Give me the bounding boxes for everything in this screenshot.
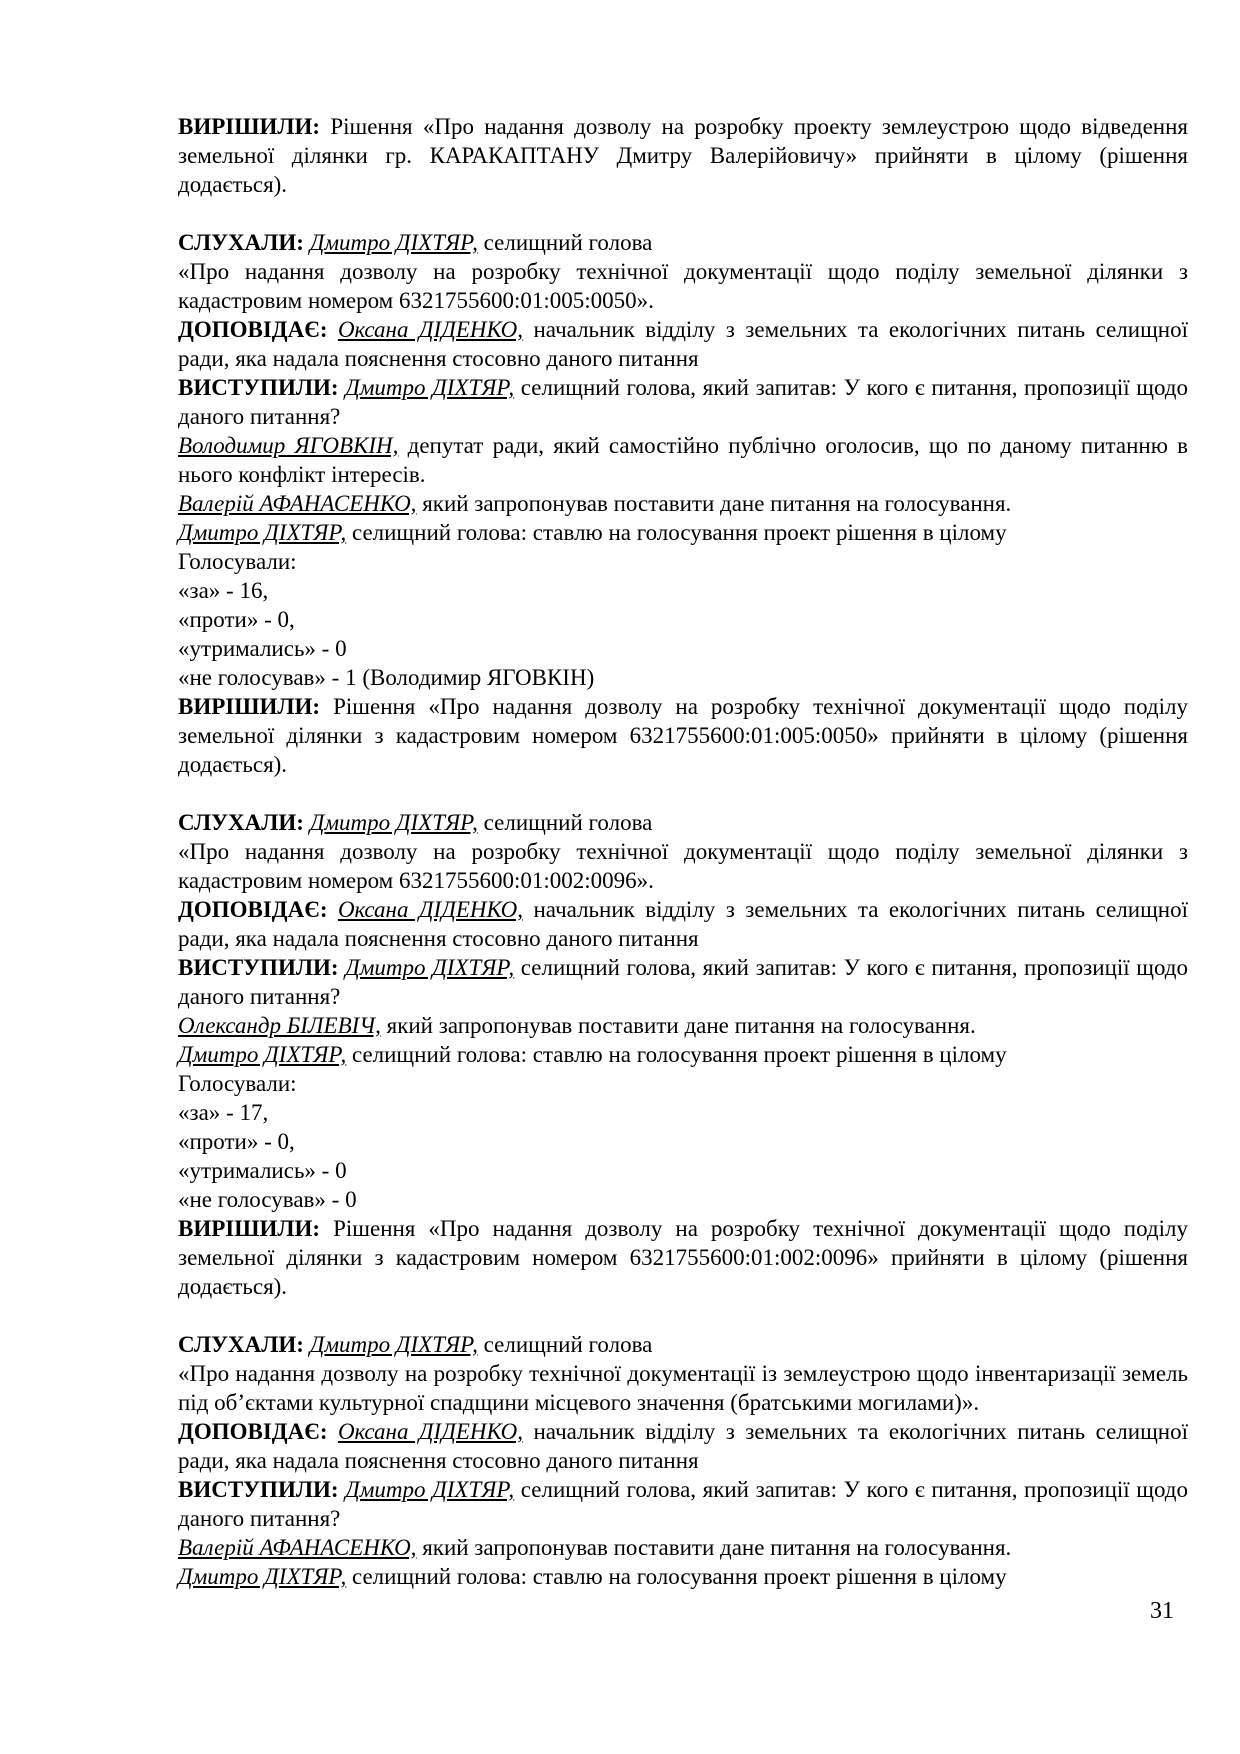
- paragraph: [178, 1011, 1188, 1040]
- speaker-name: Дмитро ДІХТЯР,: [309, 1332, 478, 1357]
- paragraph-text: який запропонував поставити дане питання на голосування.: [416, 1535, 1012, 1560]
- paragraph-text: «Про надання дозволу на розробку технічної документації щодо поділу земельної ділянки з кадастровим номером 6321755600:01:005:0050».: [178, 259, 1188, 313]
- paragraph: [178, 1127, 1188, 1156]
- paragraph-text: Голосували:: [178, 1071, 297, 1096]
- paragraph: [178, 605, 1188, 634]
- paragraph-text: «проти» - 0,: [178, 607, 295, 632]
- paragraph-text: Голосували:: [178, 549, 297, 574]
- section-label: ДОПОВІДАЄ:: [178, 317, 338, 342]
- speaker-name: Дмитро ДІХТЯР,: [345, 955, 515, 980]
- document-body: [178, 112, 1188, 1591]
- paragraph-text: селищний голова: [477, 810, 653, 835]
- paragraph-gap: [178, 199, 1188, 228]
- paragraph: [178, 1098, 1188, 1127]
- paragraph-text: «утримались» - 0: [178, 636, 347, 661]
- paragraph: [178, 547, 1188, 576]
- paragraph: [178, 1417, 1188, 1475]
- paragraph: [178, 315, 1188, 373]
- speaker-name: Оксана ДІДЕНКО,: [337, 1419, 524, 1444]
- section-label: СЛУХАЛИ:: [178, 230, 310, 255]
- speaker-name: Дмитро ДІХТЯР,: [345, 375, 515, 400]
- paragraph: [178, 1214, 1188, 1301]
- speaker-name: Олександр БІЛЕВІЧ,: [178, 1013, 381, 1038]
- paragraph-text: начальник відділу з земельних та екологічних питань селищної ради, яка надала пояснення стосовно даного питання: [178, 317, 1189, 371]
- paragraph-text: Рішення «Про надання дозволу на розробку проекту землеустрою щодо відведення земельної ділянки гр. КАРАКАПТАНУ Дмитру Валерійовичу» прийняти в цілому (рішення додається).: [178, 114, 1188, 197]
- paragraph-text: Рішення «Про надання дозволу на розробку технічної документації щодо поділу земельної ділянки з кадастровим номером 6321755600:01:002:0096» прийняти в цілому (рішення додається).: [178, 1216, 1188, 1299]
- speaker-name: Оксана ДІДЕНКО,: [337, 317, 524, 342]
- section-label: СЛУХАЛИ:: [178, 1332, 310, 1357]
- paragraph: [178, 257, 1188, 315]
- speaker-name: Оксана ДІДЕНКО,: [337, 897, 524, 922]
- section-label: ВИРІШИЛИ:: [178, 694, 334, 719]
- paragraph-gap: [178, 1301, 1188, 1330]
- speaker-name: Валерій АФАНАСЕНКО,: [178, 1535, 417, 1560]
- paragraph-text: селищний голова: ставлю на голосування проект рішення в цілому: [346, 1564, 1007, 1589]
- section-label: ВИСТУПИЛИ:: [178, 1477, 346, 1502]
- speaker-name: Дмитро ДІХТЯР,: [345, 1477, 515, 1502]
- paragraph-text: «проти» - 0,: [178, 1129, 295, 1154]
- paragraph: [178, 837, 1188, 895]
- paragraph-text: селищний голова: ставлю на голосування проект рішення в цілому: [346, 520, 1007, 545]
- paragraph: [178, 953, 1188, 1011]
- paragraph-text: селищний голова, який запитав: У кого є питання, пропозиції щодо даного питання?: [178, 375, 1188, 429]
- paragraph: [178, 634, 1188, 663]
- paragraph-text: селищний голова: [477, 230, 653, 255]
- paragraph-text: селищний голова, який запитав: У кого є питання, пропозиції щодо даного питання?: [178, 1477, 1188, 1531]
- paragraph-text: селищний голова, який запитав: У кого є питання, пропозиції щодо даного питання?: [178, 955, 1188, 1009]
- paragraph-gap: [178, 779, 1188, 808]
- paragraph: [178, 1562, 1188, 1591]
- paragraph: [178, 1156, 1188, 1185]
- section-label: ВИРІШИЛИ:: [178, 1216, 334, 1241]
- paragraph: [178, 228, 1188, 257]
- paragraph-text: селищний голова: [477, 1332, 653, 1357]
- paragraph: [178, 431, 1188, 489]
- paragraph-text: «Про надання дозволу на розробку технічної документації щодо поділу земельної ділянки з кадастровим номером 6321755600:01:002:0096».: [178, 839, 1188, 893]
- paragraph: [178, 1069, 1188, 1098]
- section-label: ДОПОВІДАЄ:: [178, 1419, 338, 1444]
- speaker-name: Дмитро ДІХТЯР,: [178, 1564, 347, 1589]
- paragraph: [178, 692, 1188, 779]
- paragraph: [178, 489, 1188, 518]
- paragraph-text: «не голосував» - 1 (Володимир ЯГОВКІН): [178, 665, 595, 690]
- paragraph: [178, 808, 1188, 837]
- paragraph-text: «за» - 16,: [178, 578, 269, 603]
- paragraph: [178, 518, 1188, 547]
- speaker-name: Дмитро ДІХТЯР,: [309, 810, 478, 835]
- paragraph: [178, 1040, 1188, 1069]
- paragraph-text: який запропонував поставити дане питання на голосування.: [380, 1013, 976, 1038]
- paragraph: [178, 1475, 1188, 1533]
- paragraph-text: який запропонував поставити дане питання на голосування.: [416, 491, 1012, 516]
- page-number: 31: [1150, 1598, 1174, 1624]
- section-label: ВИСТУПИЛИ:: [178, 375, 346, 400]
- section-label: СЛУХАЛИ:: [178, 810, 310, 835]
- paragraph: [178, 373, 1188, 431]
- section-label: ВИРІШИЛИ:: [178, 114, 331, 139]
- speaker-name: Дмитро ДІХТЯР,: [178, 520, 347, 545]
- section-label: ДОПОВІДАЄ:: [178, 897, 338, 922]
- paragraph-text: депутат ради, який самостійно публічно оголосив, що по даному питанню в нього конфлікт інтересів.: [178, 433, 1188, 487]
- paragraph-text: селищний голова: ставлю на голосування проект рішення в цілому: [346, 1042, 1007, 1067]
- paragraph-text: Рішення «Про надання дозволу на розробку технічної документації щодо поділу земельної ділянки з кадастровим номером 6321755600:01:005:0050» прийняти в цілому (рішення додається).: [178, 694, 1188, 777]
- paragraph: [178, 895, 1188, 953]
- paragraph: [178, 1359, 1188, 1417]
- section-label: ВИСТУПИЛИ:: [178, 955, 346, 980]
- speaker-name: Дмитро ДІХТЯР,: [178, 1042, 347, 1067]
- speaker-name: Володимир ЯГОВКІН,: [178, 433, 399, 458]
- paragraph-text: «не голосував» - 0: [178, 1187, 357, 1212]
- paragraph: [178, 1330, 1188, 1359]
- paragraph-text: «за» - 17,: [178, 1100, 269, 1125]
- paragraph: [178, 112, 1188, 199]
- paragraph: [178, 1533, 1188, 1562]
- paragraph-text: начальник відділу з земельних та екологічних питань селищної ради, яка надала пояснення стосовно даного питання: [178, 1419, 1189, 1473]
- paragraph-text: начальник відділу з земельних та екологічних питань селищної ради, яка надала пояснення стосовно даного питання: [178, 897, 1189, 951]
- paragraph-text: «Про надання дозволу на розробку технічної документації із землеустрою щодо інвентаризації земель під об’єктами культурної спадщини місцевого значення (братськими могилами)».: [178, 1361, 1188, 1415]
- speaker-name: Дмитро ДІХТЯР,: [309, 230, 478, 255]
- paragraph-text: «утримались» - 0: [178, 1158, 347, 1183]
- paragraph: [178, 576, 1188, 605]
- paragraph: [178, 663, 1188, 692]
- paragraph: [178, 1185, 1188, 1214]
- speaker-name: Валерій АФАНАСЕНКО,: [178, 491, 417, 516]
